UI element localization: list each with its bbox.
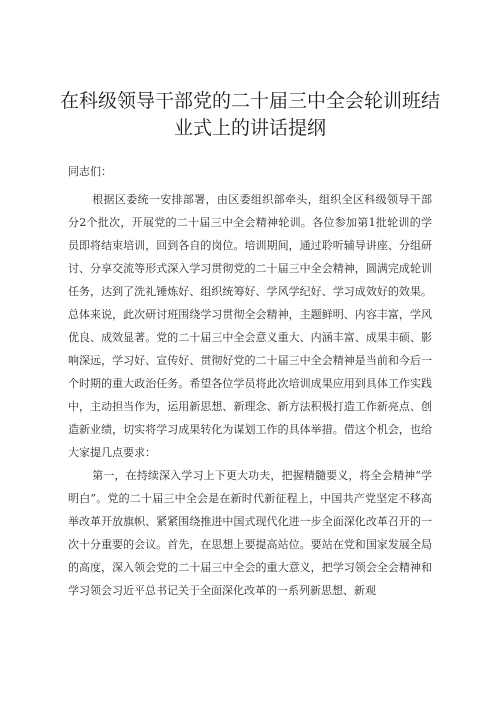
- salutation: 同志们：: [68, 165, 112, 178]
- document-body: [68, 188, 432, 602]
- title-line-2: 业式上的讲话提纲: [173, 117, 326, 139]
- title-line-1: 在科级领导干部党的二十届三中全会轮训班结: [60, 90, 441, 112]
- paragraph-1: 根据区委统一安排部署，由区委组织部牵头，组织全区科级领导干部分2个批次，开展党的二十届三中全会精神轮训。各位参加第1批轮训的学员即将结束培训，回到各自的岗位。培训期间，通过聆听辅导讲座、分组研讨、分享交流等形式深入学习贯彻党的二十届三中全会精神，圆满完成轮训任务，达到了洗礼锤炼好、组织统筹好、学风学纪好、学习成效好的效果。总体来说，此次研讨班围绕学习贯彻全会精神，主题鲜明、内容丰富，学风优良、成效显著。党的二十届三中全会意义重大、内涵丰富、成果丰硕、影响深远，学习好、宣传好、贯彻好党的二十届三中全会精神是当前和今后一个时期的重大政治任务。希望各位学员将此次培训成果应用到具体工作实践中，主动担当作为，运用新思想、新理念、新方法积极打造工作新亮点、创造新业绩，切实将学习成果转化为谋划工作的具体举措。借这个机会，也给大家提几点要求：: [68, 193, 432, 459]
- paragraph-2: 第一，在持续深入学习上下更大功夫，把握精髓要义，将全会精神“学明白”。党的二十届三中全会是在新时代新征程上，中国共产党坚定不移高举改革开放旗帜、紧紧围绕推进中国式现代化进一步全面深化改革召开的一次十分重要的会议。首先，在思想上要提高站位。要站在党和国家发展全局的高度，深入领会党的二十届三中全会的重大意义，把学习领会全会精神和学习领会习近平总书记关于全面深化改革的一系列新思想、新观: [68, 469, 432, 597]
- document-title: [60, 88, 440, 142]
